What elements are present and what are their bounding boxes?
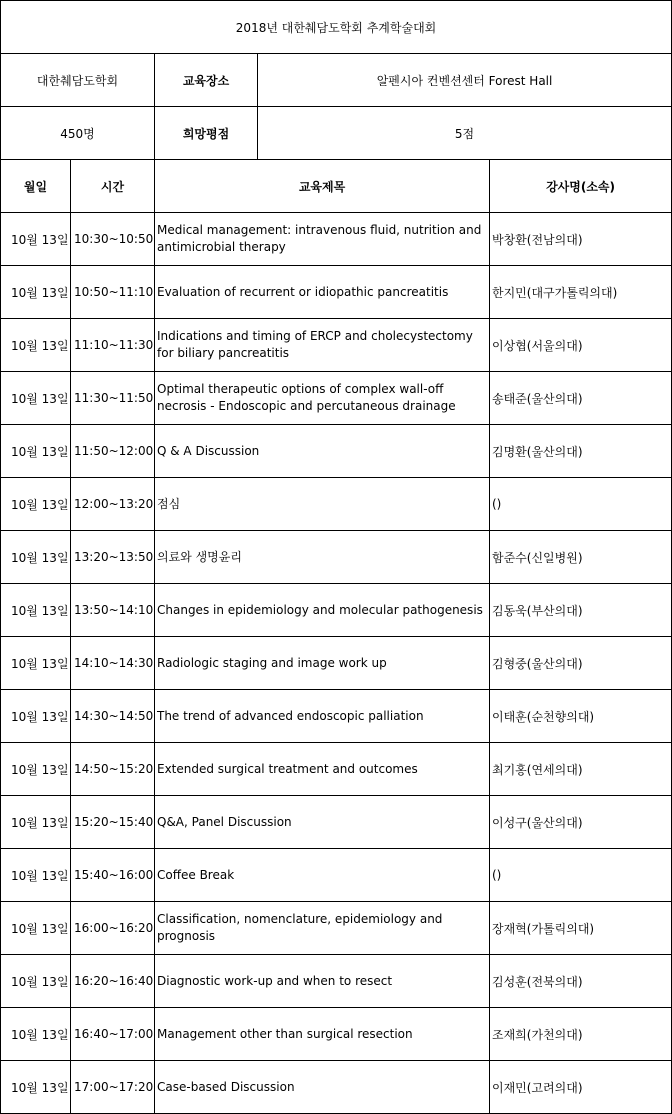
cell-speaker: 한지민(대구가톨릭의대) <box>490 266 672 319</box>
table-row <box>1 213 672 266</box>
cell-time: 10:30~10:50 <box>71 213 155 266</box>
cell-topic: Coffee Break <box>155 849 490 902</box>
cell-speaker: 장재혁(가톨릭의대) <box>490 902 672 955</box>
cell-topic: Diagnostic work-up and when to resect <box>155 955 490 1008</box>
cell-time: 14:30~14:50 <box>71 690 155 743</box>
cell-date: 10월 13일 <box>1 213 71 266</box>
table-row <box>1 478 672 531</box>
table-row <box>1 690 672 743</box>
cell-speaker: () <box>490 849 672 902</box>
cell-topic: Indications and timing of ERCP and cholecystectomy for biliary pancreatitis <box>155 319 490 372</box>
cell-speaker: 이성구(울산의대) <box>490 796 672 849</box>
cell-topic: Radiologic staging and image work up <box>155 637 490 690</box>
cell-topic: Changes in epidemiology and molecular pathogenesis <box>155 584 490 637</box>
table-row <box>1 266 672 319</box>
cell-speaker: 김형중(울산의대) <box>490 637 672 690</box>
cell-speaker: 박창환(전남의대) <box>490 213 672 266</box>
cell-date: 10월 13일 <box>1 1008 71 1061</box>
cell-topic: Extended surgical treatment and outcomes <box>155 743 490 796</box>
cell-speaker: 최기홍(연세의대) <box>490 743 672 796</box>
cell-topic: 의료와 생명윤리 <box>155 531 490 584</box>
venue-label: 교육장소 <box>155 54 258 107</box>
cell-date: 10월 13일 <box>1 1061 71 1114</box>
cell-time: 13:20~13:50 <box>71 531 155 584</box>
table-row <box>1 425 672 478</box>
cell-date: 10월 13일 <box>1 319 71 372</box>
header-speaker: 강사명(소속) <box>490 160 672 213</box>
cell-topic: Medical management: intravenous fluid, nutrition and antimicrobial therapy <box>155 213 490 266</box>
cell-date: 10월 13일 <box>1 796 71 849</box>
cell-date: 10월 13일 <box>1 372 71 425</box>
cell-time: 16:20~16:40 <box>71 955 155 1008</box>
cell-time: 11:10~11:30 <box>71 319 155 372</box>
table-row <box>1 372 672 425</box>
table-row <box>1 743 672 796</box>
cell-topic: Case-based Discussion <box>155 1061 490 1114</box>
cell-time: 15:20~15:40 <box>71 796 155 849</box>
cell-time: 17:00~17:20 <box>71 1061 155 1114</box>
cell-date: 10월 13일 <box>1 902 71 955</box>
points: 5점 <box>258 107 672 160</box>
cell-time: 13:50~14:10 <box>71 584 155 637</box>
cell-topic: Optimal therapeutic options of complex wall-off necrosis - Endoscopic and percutaneous drainage <box>155 372 490 425</box>
cell-time: 11:50~12:00 <box>71 425 155 478</box>
cell-time: 16:40~17:00 <box>71 1008 155 1061</box>
venue: 알펜시아 컨벤션센터 Forest Hall <box>258 54 672 107</box>
document-title: 2018년 대한췌담도학회 추계학술대회 <box>1 1 672 54</box>
header-date: 월일 <box>1 160 71 213</box>
cell-speaker: 송태준(울산의대) <box>490 372 672 425</box>
organizer: 대한췌담도학회 <box>1 54 155 107</box>
cell-speaker: () <box>490 478 672 531</box>
cell-topic: Management other than surgical resection <box>155 1008 490 1061</box>
cell-date: 10월 13일 <box>1 478 71 531</box>
table-row <box>1 319 672 372</box>
cell-date: 10월 13일 <box>1 266 71 319</box>
table-row <box>1 849 672 902</box>
cell-date: 10월 13일 <box>1 743 71 796</box>
table-row <box>1 584 672 637</box>
cell-date: 10월 13일 <box>1 955 71 1008</box>
table-row <box>1 796 672 849</box>
cell-topic: Classification, nomenclature, epidemiology and prognosis <box>155 902 490 955</box>
cell-speaker: 김동욱(부산의대) <box>490 584 672 637</box>
table-row <box>1 1061 672 1114</box>
capacity: 450명 <box>1 107 155 160</box>
cell-speaker: 이태훈(순천향의대) <box>490 690 672 743</box>
cell-speaker: 조재희(가천의대) <box>490 1008 672 1061</box>
cell-time: 12:00~13:20 <box>71 478 155 531</box>
table-row <box>1 637 672 690</box>
cell-speaker: 이재민(고려의대) <box>490 1061 672 1114</box>
cell-topic: 점심 <box>155 478 490 531</box>
cell-topic: Q&A, Panel Discussion <box>155 796 490 849</box>
cell-time: 15:40~16:00 <box>71 849 155 902</box>
cell-speaker: 김명환(울산의대) <box>490 425 672 478</box>
cell-speaker: 이상협(서울의대) <box>490 319 672 372</box>
cell-topic: Evaluation of recurrent or idiopathic pancreatitis <box>155 266 490 319</box>
cell-time: 10:50~11:10 <box>71 266 155 319</box>
cell-speaker: 함준수(신일병원) <box>490 531 672 584</box>
table-row <box>1 1008 672 1061</box>
table-row <box>1 902 672 955</box>
cell-topic: The trend of advanced endoscopic palliation <box>155 690 490 743</box>
cell-date: 10월 13일 <box>1 849 71 902</box>
cell-speaker: 김성훈(전북의대) <box>490 955 672 1008</box>
header-time: 시간 <box>71 160 155 213</box>
cell-time: 14:10~14:30 <box>71 637 155 690</box>
cell-date: 10월 13일 <box>1 637 71 690</box>
cell-time: 16:00~16:20 <box>71 902 155 955</box>
cell-time: 14:50~15:20 <box>71 743 155 796</box>
table-row <box>1 531 672 584</box>
cell-date: 10월 13일 <box>1 425 71 478</box>
cell-time: 11:30~11:50 <box>71 372 155 425</box>
table-row <box>1 955 672 1008</box>
points-label: 희망평점 <box>155 107 258 160</box>
cell-date: 10월 13일 <box>1 584 71 637</box>
cell-topic: Q & A Discussion <box>155 425 490 478</box>
cell-date: 10월 13일 <box>1 690 71 743</box>
header-topic: 교육제목 <box>155 160 490 213</box>
cell-date: 10월 13일 <box>1 531 71 584</box>
